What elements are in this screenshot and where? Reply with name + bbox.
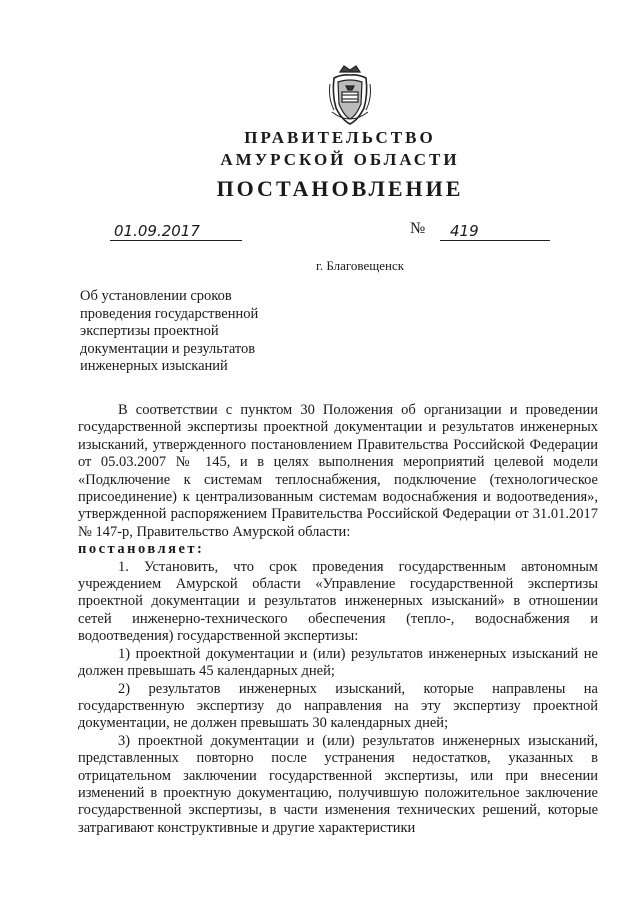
coat-of-arms-icon bbox=[326, 64, 374, 126]
org-title-line1: ПРАВИТЕЛЬСТВО bbox=[244, 128, 436, 147]
document-number: 419 bbox=[440, 222, 550, 241]
resolve-word: постановляет: bbox=[78, 541, 205, 558]
number-label: № bbox=[410, 220, 426, 237]
preamble-paragraph: В соответствии с пунктом 30 Положения об организации и проведении государственной экспертизы проектной документации и результатов инженерных изысканий, утвержденного постановлением Правительства Российской Федерации от 05.03.2007 № 145, и в целях выполнения мероприятий целевой модели «Подключение к системам теплоснабжения, подключение (технологическое присоединение) к централизованным системам водоснабжения и водоотведения», утвержденной распоряжением Правительства Российской Федерации от 31.01.2017 № 147-р, Правительство Амурской области: bbox=[78, 402, 598, 540]
city-name: г. Благовещенск bbox=[315, 258, 405, 273]
point-1-paragraph: 1. Установить, что срок проведения государственным автономным учреждением Амурской области «Управление государственной экспертизы проектной документации и результатов инженерных изысканий» в отношении сетей инженерно-технического обеспечения (тепло-, водоснабжения и водоотведения) государственной экспертизы: bbox=[78, 558, 598, 645]
document-subject: Об установлении сроков проведения государственной экспертизы проектной документации и результатов инженерных изысканий bbox=[80, 288, 259, 374]
subpoint-1-paragraph: 1) проектной документации и (или) результатов инженерных изысканий не должен превышать 45 календарных дней; bbox=[78, 645, 598, 680]
subpoint-2-paragraph: 2) результатов инженерных изысканий, которые направлены на государственную экспертизу до направления на эту экспертизу проектной документации, не должен превышать 30 календарных дней; bbox=[78, 680, 598, 732]
document-date: 01.09.2017 bbox=[110, 222, 242, 241]
subpoint-3-paragraph: 3) проектной документации и (или) результатов инженерных изысканий, представленных повторно после устранения недостатков, указанных в отрицательном заключении государственной экспертизы, или при внесении изменений в проектную документацию, получившую положительное заключение государственной экспертизы, в части изменения технических решений, которые затрагивают конструктивные и другие характеристики bbox=[78, 732, 598, 836]
document-type: ПОСТАНОВЛЕНИЕ bbox=[216, 176, 464, 201]
document-body bbox=[78, 402, 598, 837]
org-title-line2: АМУРСКОЙ ОБЛАСТИ bbox=[220, 150, 460, 169]
